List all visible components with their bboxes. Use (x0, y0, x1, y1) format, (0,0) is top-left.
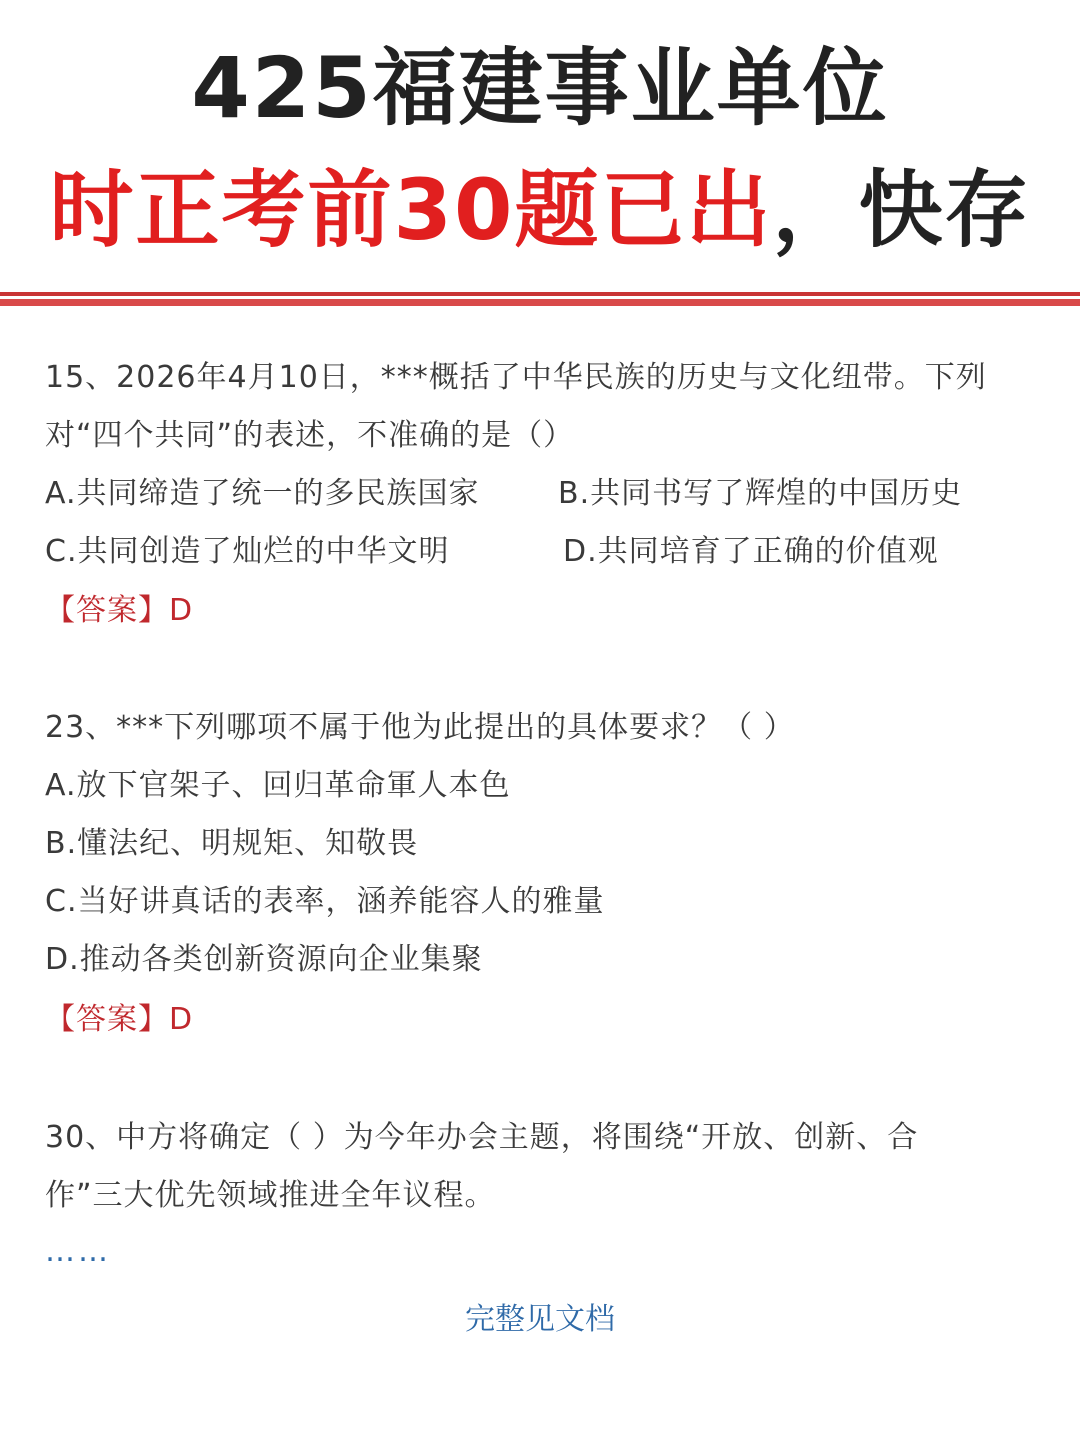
option-b: B.懂法纪、明规矩、知敬畏 (45, 826, 419, 861)
option-c: C.共同创造了灿烂的中华文明 (45, 534, 450, 569)
page-subtitle (0, 160, 1080, 260)
view-full-document-link[interactable]: 完整见文档 (465, 1302, 615, 1337)
question-stem-cont: 对“四个共同”的表述，不准确的是（） (45, 418, 575, 453)
page-title: 425福建事业单位 (191, 39, 889, 137)
header (0, 0, 1080, 290)
option-d: D.推动各类创新资源向企业集聚 (45, 942, 483, 977)
option-a: A.共同缔造了统一的多民族国家 (45, 476, 480, 511)
answer-label: 【答案】D (45, 593, 194, 628)
question-stem-cont: 作”三大优先领域推进全年议程。 (45, 1178, 496, 1213)
header-divider-thick (0, 299, 1080, 306)
ellipsis: …… (45, 1234, 111, 1269)
question-stem: 30、中方将确定（ ）为今年办会主题，将围绕“开放、创新、合 (45, 1120, 919, 1155)
subtitle-dark-text: ，快存 (772, 161, 1031, 259)
question-stem: 15、2026年4月10日，***概括了中华民族的历史与文化纽带。下列 (45, 360, 987, 395)
answer-label: 【答案】D (45, 1002, 194, 1037)
header-divider-thin (0, 292, 1080, 296)
subtitle-red-text: 时正考前30题已出 (49, 161, 773, 259)
question-stem: 23、***下列哪项不属于他为此提出的具体要求？（ ） (45, 710, 795, 745)
option-d: D.共同培育了正确的价值观 (563, 534, 939, 569)
option-b: B.共同书写了辉煌的中国历史 (558, 476, 963, 511)
option-a: A.放下官架子、回归革命軍人本色 (45, 768, 511, 803)
option-c: C.当好讲真话的表率，涵养能容人的雅量 (45, 884, 605, 919)
